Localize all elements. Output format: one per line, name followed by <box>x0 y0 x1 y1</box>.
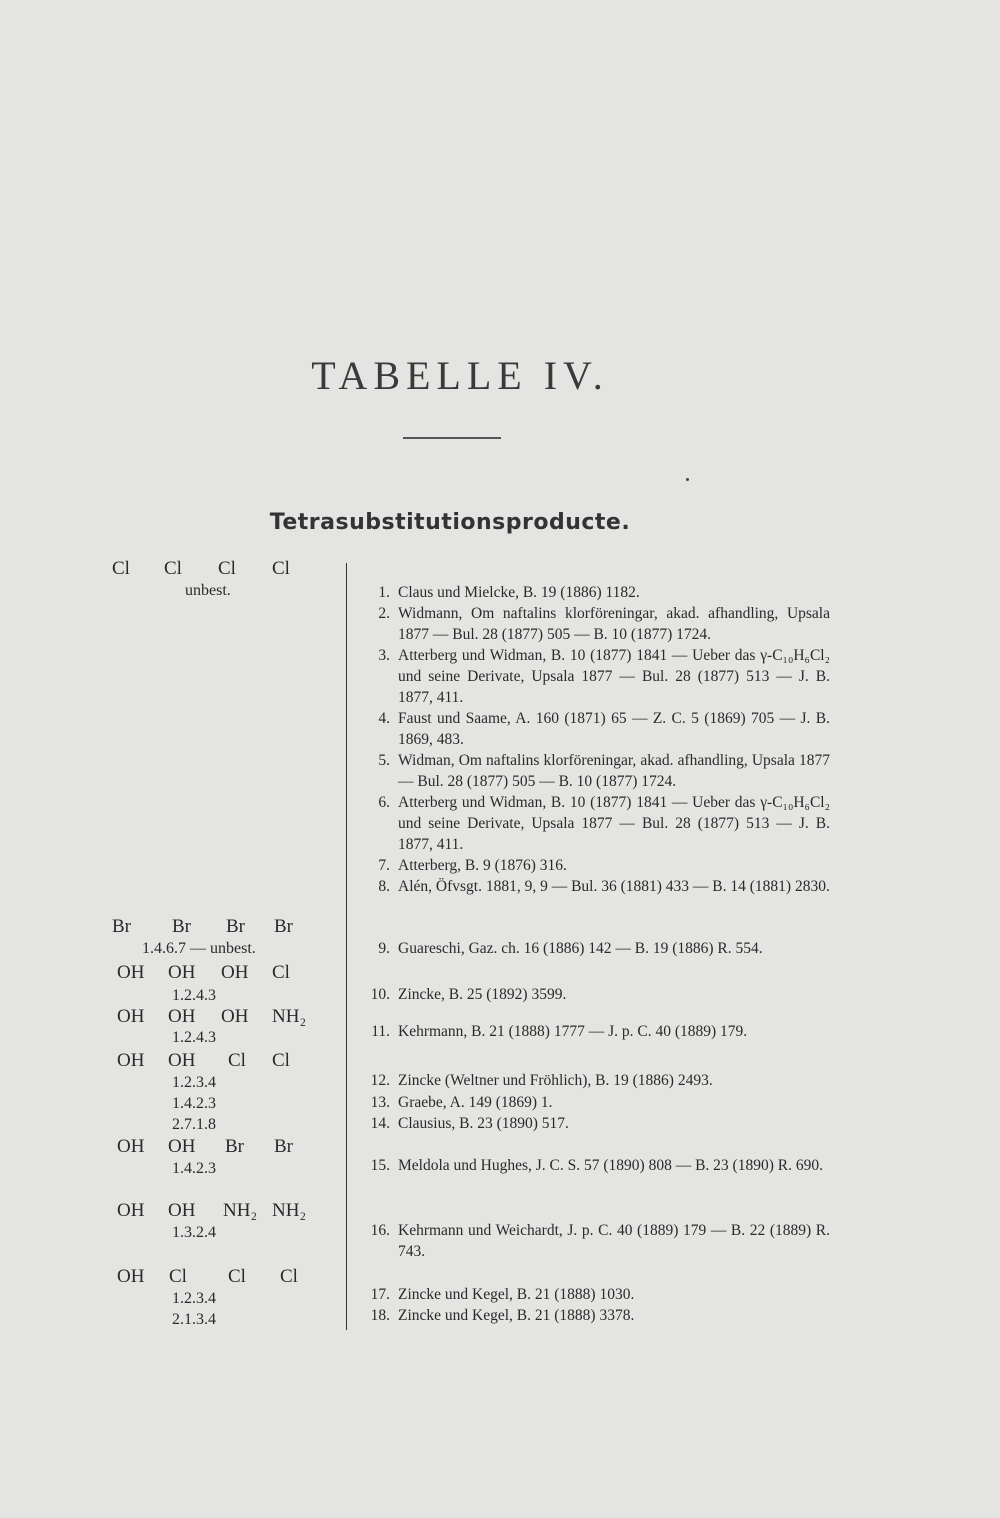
substituent: Cl <box>218 558 236 579</box>
formula-row <box>112 1006 312 1030</box>
reference-text: Zincke und Kegel, B. 21 (1888) 3378. <box>398 1307 635 1324</box>
substituent: OH <box>117 1006 145 1027</box>
reference-number: 7. <box>378 857 390 874</box>
substituent: OH <box>168 962 196 983</box>
substituent: Cl <box>228 1266 246 1287</box>
position-label: 1.4.2.3 <box>172 1160 216 1177</box>
substituent: Cl <box>272 558 290 579</box>
reference-number: 3. <box>378 647 390 664</box>
formula-row <box>112 962 312 986</box>
formula-row <box>112 1050 312 1074</box>
page-title: TABELLE IV. <box>311 353 609 398</box>
title-rule <box>403 437 501 439</box>
substituent: Br <box>172 916 191 937</box>
reference-text: Kehrmann und Weichardt, J. p. C. 40 (1889) 179 — B. 22 (1889) R. 743. <box>398 1222 830 1260</box>
stray-dot <box>686 478 689 481</box>
substituent: Cl <box>272 962 290 983</box>
reference-text: Atterberg und Widman, B. 10 (1877) 1841 — Ueber das γ-C₁₀H₆Cl₂ und seine Derivate, Upsala 1877 — Bul. 28 (1877) 513 — J. B. 1877, 411. <box>398 794 830 853</box>
formula-row <box>112 558 312 582</box>
substituent: Br <box>225 1136 244 1157</box>
substituent: Br <box>112 916 131 937</box>
substituent: Cl <box>272 1050 290 1071</box>
substituent: OH <box>168 1006 196 1027</box>
reference-number: 18. <box>370 1307 390 1324</box>
substituent: NH₂ <box>272 1200 307 1221</box>
position-label: 1.4.6.7 — unbest. <box>142 940 256 957</box>
reference-text: Atterberg, B. 9 (1876) 316. <box>398 857 567 874</box>
position-label: unbest. <box>185 582 231 599</box>
section-subtitle: Tetrasubstitutionsproducte. <box>269 510 631 535</box>
formula-row <box>112 1266 312 1290</box>
reference-text: Kehrmann, B. 21 (1888) 1777 — J. p. C. 40 (1889) 179. <box>398 1023 748 1040</box>
position-label: 2.1.3.4 <box>172 1311 216 1328</box>
substituent: Br <box>274 1136 293 1157</box>
substituent: Br <box>274 916 293 937</box>
substituent: OH <box>168 1050 196 1071</box>
reference-number: 17. <box>370 1286 390 1303</box>
reference-text: Graebe, A. 149 (1869) 1. <box>398 1094 553 1111</box>
reference-text: Zincke, B. 25 (1892) 3599. <box>398 986 567 1003</box>
substituent: OH <box>168 1200 196 1221</box>
reference-number: 8. <box>378 878 390 895</box>
reference-text: Atterberg und Widman, B. 10 (1877) 1841 — Ueber das γ-C₁₀H₆Cl₂ und seine Derivate, Upsala 1877 — Bul. 28 (1877) 513 — J. B. 1877, 411. <box>398 647 830 706</box>
position-label: 1.2.3.4 <box>172 1290 216 1307</box>
substituent: OH <box>117 1200 145 1221</box>
substituent: Cl <box>112 558 130 579</box>
substituent: OH <box>117 962 145 983</box>
reference-number: 14. <box>370 1115 390 1132</box>
reference-text: Widman, Om naftalins klorföreningar, akad. afhandling, Upsala 1877 — Bul. 28 (1877) 505 — B. 10 (1877) 1724. <box>398 752 830 790</box>
formula-row <box>112 1200 312 1224</box>
reference-number: 4. <box>378 710 390 727</box>
substituent: OH <box>117 1136 145 1157</box>
substituent: OH <box>221 962 249 983</box>
reference-text: Meldola und Hughes, J. C. S. 57 (1890) 808 — B. 23 (1890) R. 690. <box>398 1157 823 1174</box>
substituent: Cl <box>169 1266 187 1287</box>
reference-number: 15. <box>370 1157 390 1174</box>
position-label: 1.2.3.4 <box>172 1074 216 1091</box>
reference-number: 9. <box>378 940 390 957</box>
reference-number: 6. <box>378 794 390 811</box>
reference-number: 2. <box>378 605 390 622</box>
substituent: Cl <box>228 1050 246 1071</box>
reference-number: 5. <box>378 752 390 769</box>
reference-number: 10. <box>370 986 390 1003</box>
reference-text: Faust und Saame, A. 160 (1871) 65 — Z. C. 5 (1869) 705 — J. B. 1869, 483. <box>398 710 830 748</box>
position-label: 1.2.4.3 <box>172 1029 216 1046</box>
reference-number: 16. <box>370 1222 390 1239</box>
reference-number: 12. <box>370 1072 390 1089</box>
substituent: OH <box>117 1050 145 1071</box>
substituent: OH <box>221 1006 249 1027</box>
substituent: OH <box>168 1136 196 1157</box>
substituent: OH <box>117 1266 145 1287</box>
reference-text: Alén, Öfvsgt. 1881, 9, 9 — Bul. 36 (1881) 433 — B. 14 (1881) 2830. <box>398 878 830 895</box>
reference-number: 1. <box>378 584 390 601</box>
reference-text: Zincke (Weltner und Fröhlich), B. 19 (1886) 2493. <box>398 1072 713 1089</box>
formula-row <box>112 916 312 940</box>
reference-number: 13. <box>370 1094 390 1111</box>
substituent: Br <box>226 916 245 937</box>
formula-row <box>112 1136 312 1160</box>
reference-text: Clausius, B. 23 (1890) 517. <box>398 1115 569 1132</box>
position-label: 1.3.2.4 <box>172 1224 216 1241</box>
reference-number: 11. <box>371 1023 390 1040</box>
position-label: 1.4.2.3 <box>172 1095 216 1112</box>
reference-text: Zincke und Kegel, B. 21 (1888) 1030. <box>398 1286 635 1303</box>
position-label: 1.2.4.3 <box>172 987 216 1004</box>
reference-text: Widmann, Om naftalins klorföreningar, akad. afhandling, Upsala 1877 — Bul. 28 (1877) 505 — B. 10 (1877) 1724. <box>398 605 830 643</box>
substituent: Cl <box>280 1266 298 1287</box>
reference-text: Guareschi, Gaz. ch. 16 (1886) 142 — B. 19 (1886) R. 554. <box>398 940 763 957</box>
substituent: NH₂ <box>223 1200 258 1221</box>
reference-text: Claus und Mielcke, B. 19 (1886) 1182. <box>398 584 640 601</box>
position-label: 2.7.1.8 <box>172 1116 216 1133</box>
substituent: NH₂ <box>272 1006 307 1027</box>
substituent: Cl <box>164 558 182 579</box>
